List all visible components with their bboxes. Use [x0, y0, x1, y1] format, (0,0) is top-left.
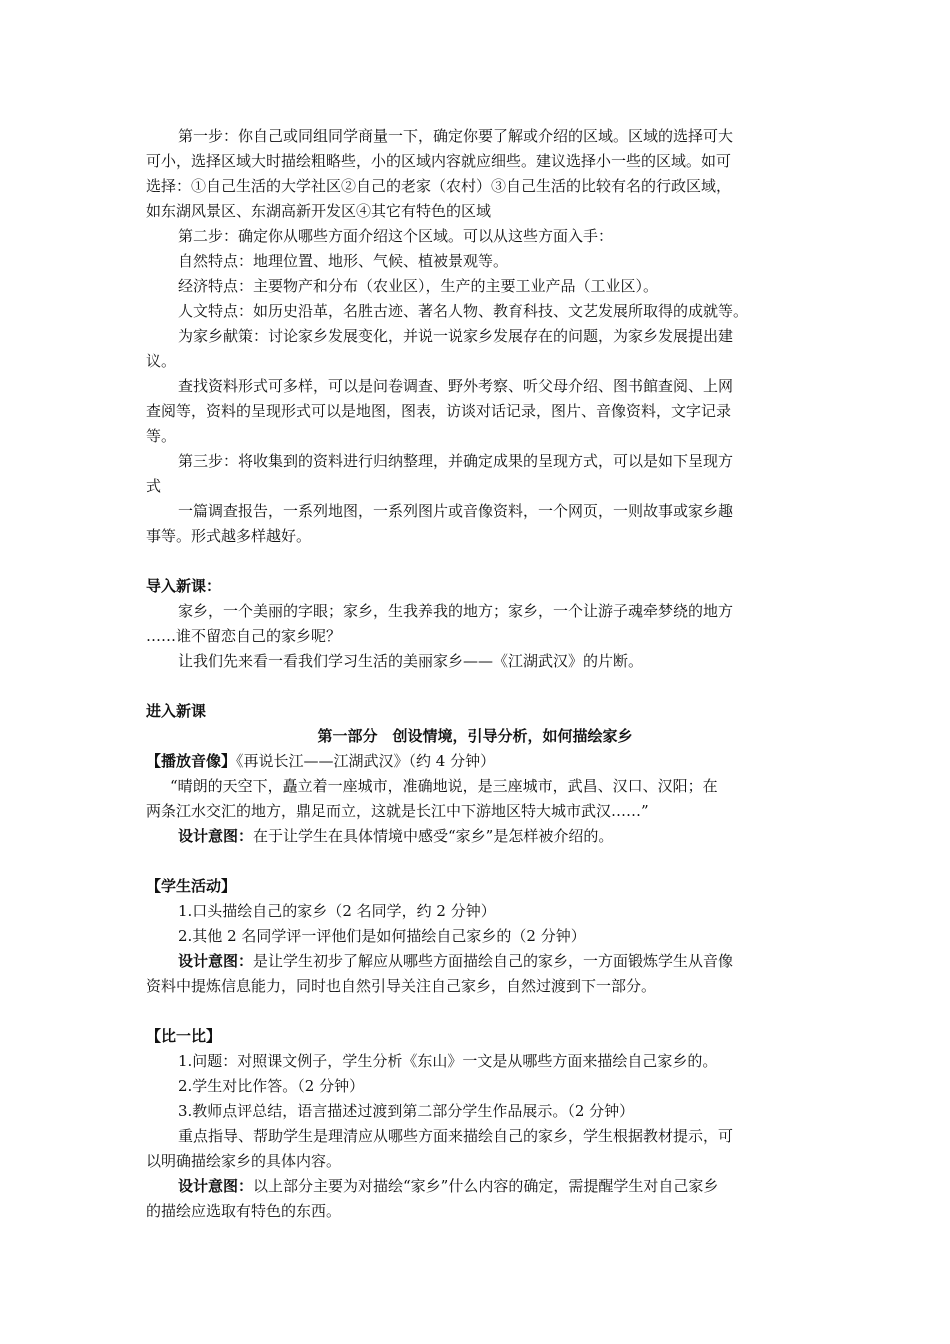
advice-line-2: 议。 [146, 352, 177, 370]
intro-heading: 导入新课： [146, 577, 222, 595]
step1-line-2: 可小，选择区域大时描绘粗略些，小的区域内容就应细些。建议选择小一些的区域。如可 [146, 152, 732, 170]
material-line-2: 查阅等，资料的呈现形式可以是地图，图表，访谈对话记录，图片、音像资料，文字记录 [146, 402, 732, 420]
activity-design-label: 设计意图： [178, 952, 254, 970]
activity-item-2: 2.其他 2 名同学评一评他们是如何描绘自己家乡的（2 分钟） [178, 927, 586, 945]
compare-design-text: 以上部分主要为对描绘“家乡”什么内容的确定，需提醒学生对自己家乡 [253, 1177, 719, 1195]
material-line-3: 等。 [146, 427, 177, 445]
video-design-label: 设计意图： [178, 827, 254, 845]
step1-line-3: 选择：①自己生活的大学社区②自己的老家（农村）③自己生活的比较有名的行政区域， [146, 177, 732, 195]
intro-p1-line-1: 家乡，一个美丽的字眼；家乡，生我养我的地方；家乡，一个让游子魂牵梦绕的地方 [178, 602, 734, 620]
compare-focus-line-2: 以明确描绘家乡的具体内容。 [146, 1152, 342, 1170]
forms-line-2: 事等。形式越多样越好。 [146, 527, 312, 545]
enter-heading: 进入新课 [146, 702, 207, 720]
intro-p2: 让我们先来看一看我们学习生活的美丽家乡——《江湖武汉》的片断。 [178, 652, 644, 670]
activity-design-text: 是让学生初步了解应从哪些方面描绘自己的家乡，一方面锻炼学生从音像 [253, 952, 734, 970]
compare-design-line [178, 1174, 718, 1198]
activity-design-line [178, 949, 733, 973]
video-title: 《再说长江——江湖武汉》（约 4 分钟） [236, 752, 496, 770]
video-design-line [178, 824, 613, 848]
activity-item-1: 1.口头描绘自己的家乡（2 名同学，约 2 分钟） [178, 902, 496, 920]
activity-design-line-2: 资料中提炼信息能力，同时也自然引导关注自己家乡，自然过渡到下一部分。 [146, 977, 657, 995]
compare-focus-line-1: 重点指导、帮助学生是理清应从哪些方面来描绘自己的家乡，学生根据教材提示，可 [178, 1127, 734, 1145]
natural-features: 自然特点：地理位置、地形、气候、植被景观等。 [178, 252, 509, 270]
compare-design-label: 设计意图： [178, 1177, 254, 1195]
video-design-text: 在于让学生在具体情境中感受“家乡”是怎样被介绍的。 [253, 827, 614, 845]
video-quote-line-1: “晴朗的天空下，矗立着一座城市，准确地说，是三座城市，武昌、汉口、汉阳；在 [170, 777, 718, 795]
video-quote-line-2: 两条江水交汇的地方，鼎足而立，这就是长江中下游地区特大城市武汉……” [146, 802, 649, 820]
intro-p1-line-2: ……谁不留恋自己的家乡呢？ [146, 627, 342, 645]
economic-features: 经济特点：主要物产和分布（农业区），生产的主要工业产品（工业区）。 [178, 277, 659, 295]
material-line-1: 查找资料形式可多样，可以是问卷调查、野外考察、听父母介绍、图书館查阅、上网 [178, 377, 734, 395]
compare-design-line-2: 的描绘应选取有特色的东西。 [146, 1202, 342, 1220]
advice-line-1: 为家乡献策：讨论家乡发展变化，并说一说家乡发展存在的问题，为家乡发展提出建 [178, 327, 734, 345]
compare-item-3: 3.教师点评总结，语言描述过渡到第二部分学生作品展示。（2 分钟） [178, 1102, 635, 1120]
video-line [146, 749, 495, 773]
part-one-title: 第一部分 创设情境，引导分析，如何描绘家乡 [317, 727, 633, 745]
step3-line-2: 式 [146, 477, 162, 495]
compare-item-1: 1.问题：对照课文例子，学生分析《东山》一文是从哪些方面来描绘自己家乡的。 [178, 1052, 718, 1070]
humanity-features: 人文特点：如历史沿革，名胜古迹、著名人物、教育科技、文艺发展所取得的成就等。 [178, 302, 749, 320]
activity-label: 【学生活动】 [146, 877, 237, 895]
video-label: 【播放音像】 [146, 752, 237, 770]
compare-item-2: 2.学生对比作答。（2 分钟） [178, 1077, 365, 1095]
step1-line-4: 如东湖风景区、东湖高新开发区④其它有特色的区域 [146, 202, 492, 220]
forms-line-1: 一篇调查报告，一系列地图，一系列图片或音像资料，一个网页，一则故事或家乡趣 [178, 502, 734, 520]
compare-label: 【比一比】 [146, 1027, 222, 1045]
step1-line-1: 第一步：你自己或同组同学商量一下，确定你要了解或介绍的区域。区域的选择可大 [178, 127, 734, 145]
step3-line-1: 第三步：将收集到的资料进行归纳整理，并确定成果的呈现方式，可以是如下呈现方 [178, 452, 734, 470]
step2-line: 第二步：确定你从哪些方面介绍这个区域。可以从这些方面入手： [178, 227, 614, 245]
